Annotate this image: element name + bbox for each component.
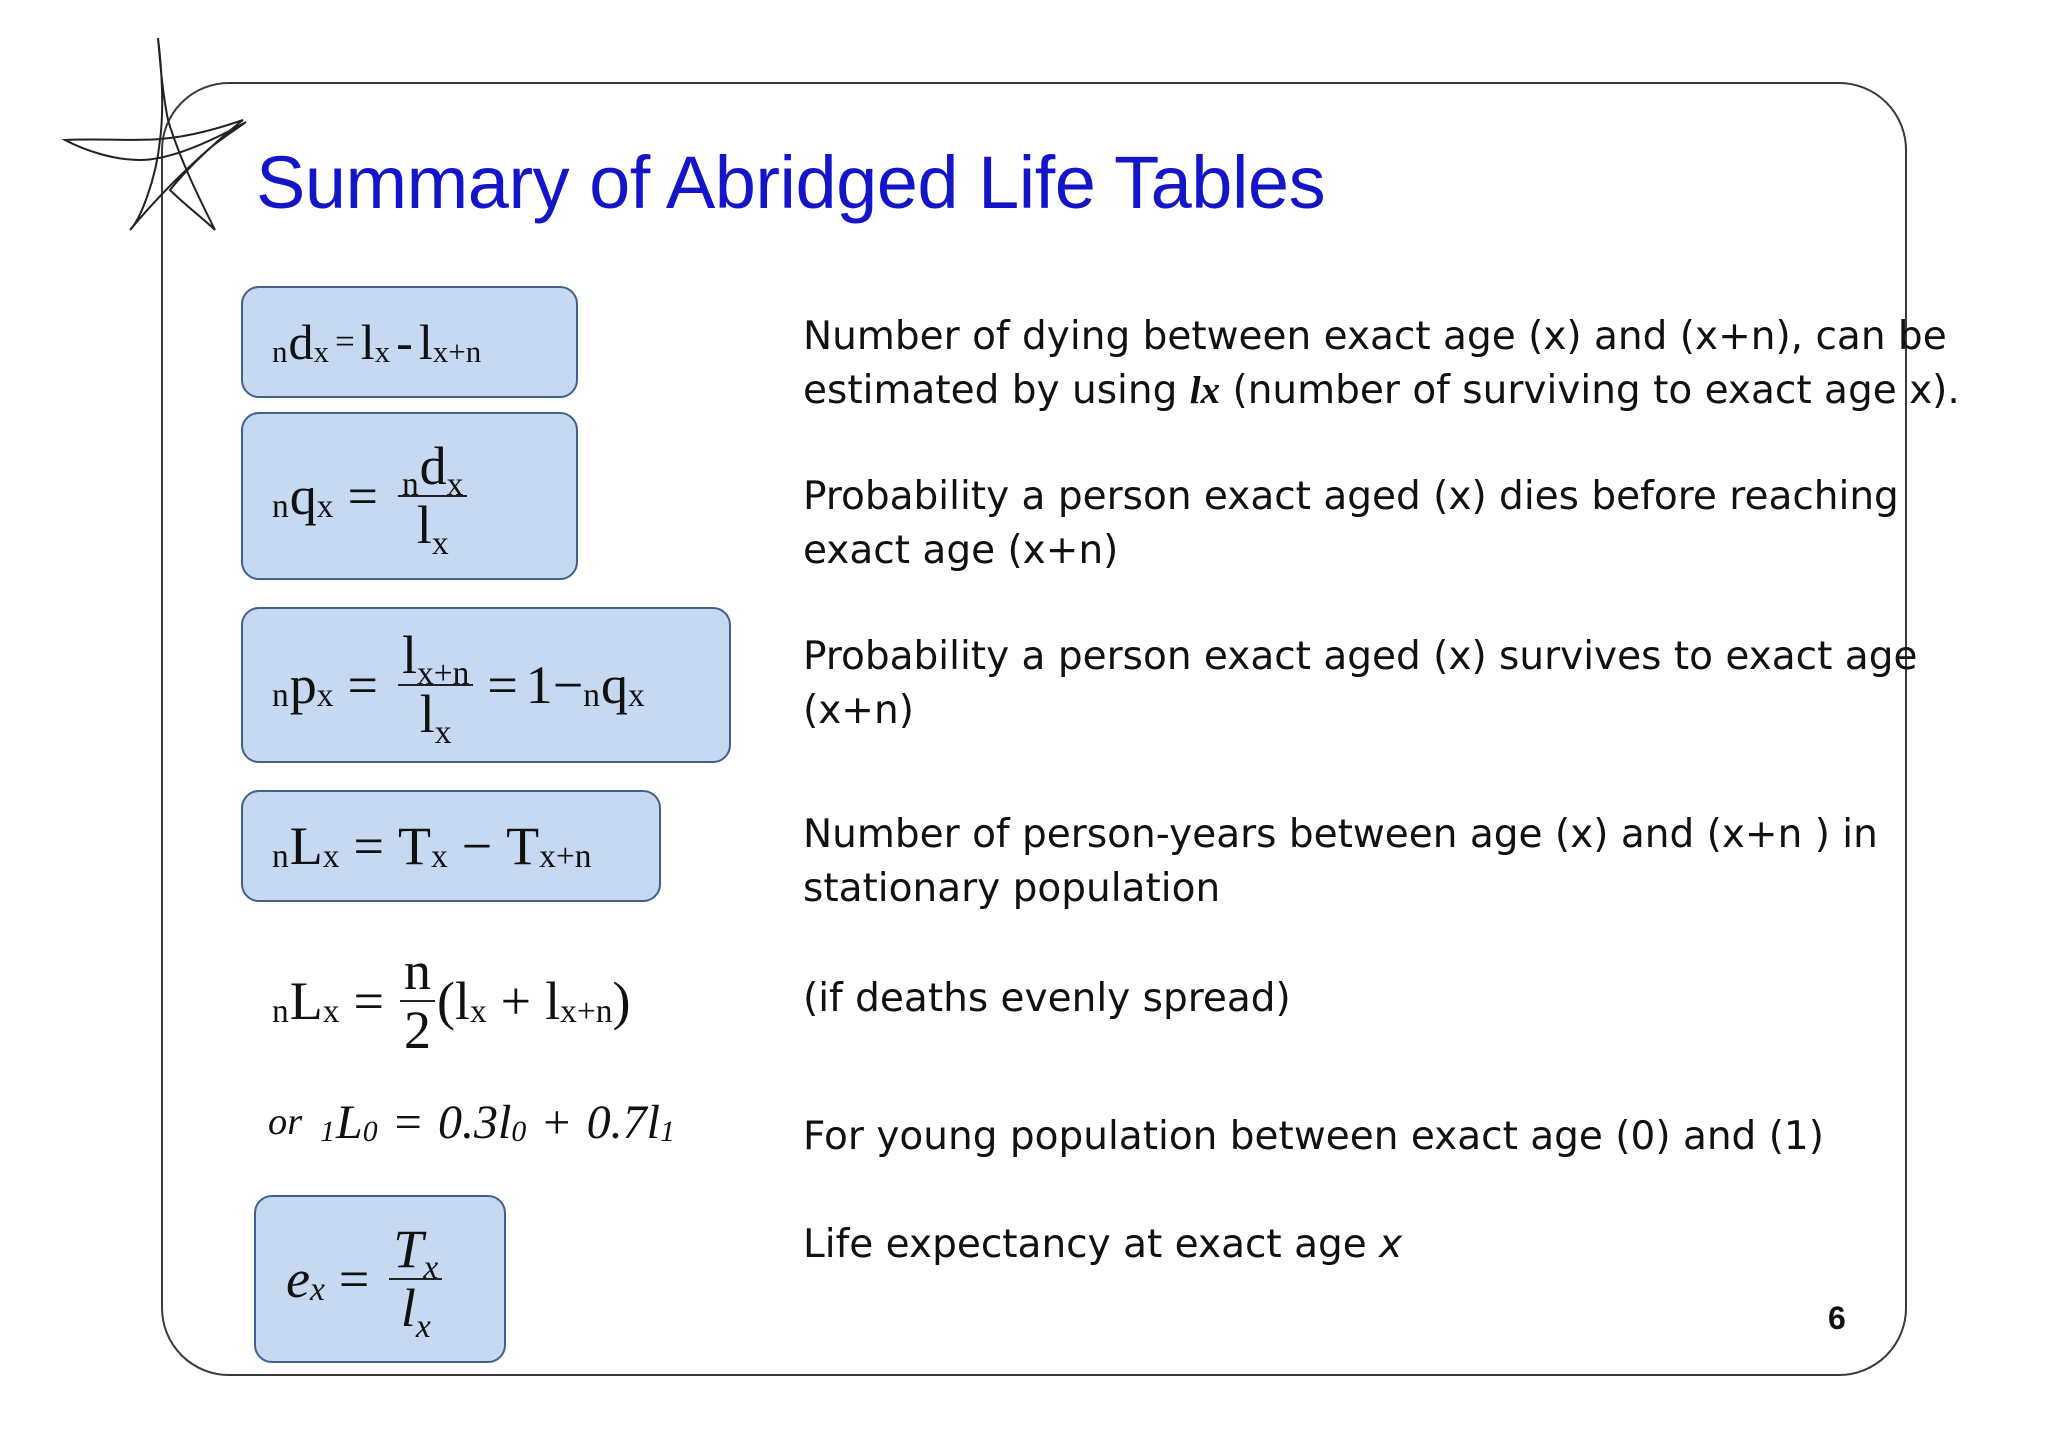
formula-term: x [434,713,452,751]
formula-term: d [419,436,447,497]
formula-term: n [583,676,600,714]
formula-operator: = [347,466,378,526]
description-line: Probability a person exact aged (x) survives to exact age [803,634,1918,679]
formula-operator: = [487,655,518,715]
description-ex [803,1218,1402,1272]
formula-operator: = [347,655,378,715]
formula-term: n [272,333,288,369]
formula-1l0 [268,1090,675,1154]
formula-ex [286,1205,448,1353]
formula-operator: - [396,314,413,370]
formula-nlx [272,808,592,884]
description-line: estimated by using [803,368,1190,413]
lx-symbol: lx [1189,369,1221,412]
description-evenly: (if deaths evenly spread) [803,976,1291,1021]
formula-term: 0.3 [437,1095,498,1149]
formula-operator: − [461,816,493,876]
page-number: 6 [1828,1300,1846,1336]
description-young: For young population between exact age (0) and (1) [803,1114,1824,1159]
formula-term: l [545,971,561,1031]
description-line: (x+n) [803,688,914,733]
formula-term: d [288,314,314,370]
description-line: Life expectancy at exact age [803,1222,1380,1267]
formula-term: x [322,837,340,875]
formula-term: x+n [539,837,592,875]
formula-term: T [393,1219,424,1280]
formula-term: l [416,495,432,555]
description-line: Probability a person exact aged (x) dies before reaching [803,474,1899,519]
formula-term: x+n [432,333,482,369]
description-ndx [803,310,1960,418]
formula-term: q [289,466,317,526]
formula-term: l [454,971,470,1031]
formula-ndx [272,306,481,378]
formula-term: l [419,684,435,744]
formula-term: 2 [403,1000,431,1060]
formula-term: l [418,314,433,370]
formula-operator: ( [436,971,455,1031]
formula-term: n [401,466,419,504]
formula-term: T [506,816,540,876]
formula-term: x [415,1307,431,1345]
formula-term: x [374,333,391,369]
formula-term: x [430,837,448,875]
formula-term: 1 [525,655,553,715]
formula-term: x [316,487,334,525]
description-nlx [803,808,1878,916]
fraction [400,943,435,1058]
formula-term: e [286,1249,310,1309]
formula-term: l [646,1095,660,1149]
formula-term: l [400,1278,416,1338]
description-nqx [803,470,1899,578]
description-npx [803,630,1917,738]
formula-term: l [360,314,375,370]
formula-term: x [309,1270,325,1308]
formula-term: 1 [659,1114,675,1148]
formula-term: q [600,655,628,715]
formula-term: x [316,676,334,714]
formula-operator: ) [612,971,631,1031]
formula-nlx-evenly [272,936,631,1066]
formula-term: l [401,625,417,686]
formula-term: 1 [320,1114,336,1148]
x-symbol: x [1379,1222,1403,1267]
formula-term: p [289,655,317,715]
description-line: Number of dying between exact age (x) and (x+n), can be [803,314,1947,359]
slide-title: Summary of Abridged Life Tables [256,141,1326,224]
fraction [389,1219,442,1345]
description-line: Number of person-years between age (x) and (x+n ) in [803,812,1878,857]
formula-term: n [272,837,289,875]
fraction [398,436,467,562]
formula-operator: = [353,971,384,1031]
formula-term: x [431,524,449,562]
formula-term: x [469,992,487,1030]
formula-term: l [497,1095,512,1149]
formula-term: L [289,816,323,876]
description-line: exact age (x+n) [803,528,1119,573]
formula-operator: + [540,1095,573,1149]
formula-term: 0.7 [586,1095,647,1149]
formula-operator: = [353,816,384,876]
formula-operator: = [391,1095,424,1149]
formula-term: x+n [560,992,613,1030]
formula-nqx [272,424,473,568]
formula-term: x [446,466,464,504]
formula-term: x [313,333,329,369]
formula-term: n [272,676,289,714]
formula-term: 0 [511,1114,527,1148]
formula-operator: − [552,655,584,715]
formula-term: L [289,971,323,1031]
description-line: stationary population [803,866,1221,911]
formula-term: L [336,1095,363,1149]
formula-term: n [400,943,435,1002]
formula-operator: = [335,322,355,361]
formula-term: or [268,1101,303,1143]
formula-term: x [627,676,645,714]
formula-term: x [423,1249,439,1287]
formula-term: n [272,992,289,1030]
description-line: (number of surviving to exact age x). [1220,368,1960,413]
formula-term: 0 [362,1114,378,1148]
formula-term: x+n [416,655,470,693]
formula-operator: = [338,1249,370,1309]
fraction [398,625,473,751]
hand-drawn-star-icon [60,30,260,240]
formula-operator: + [500,971,532,1031]
formula-term: x [322,992,340,1030]
formula-npx [272,615,645,755]
formula-term: T [397,816,431,876]
formula-term: n [272,487,289,525]
